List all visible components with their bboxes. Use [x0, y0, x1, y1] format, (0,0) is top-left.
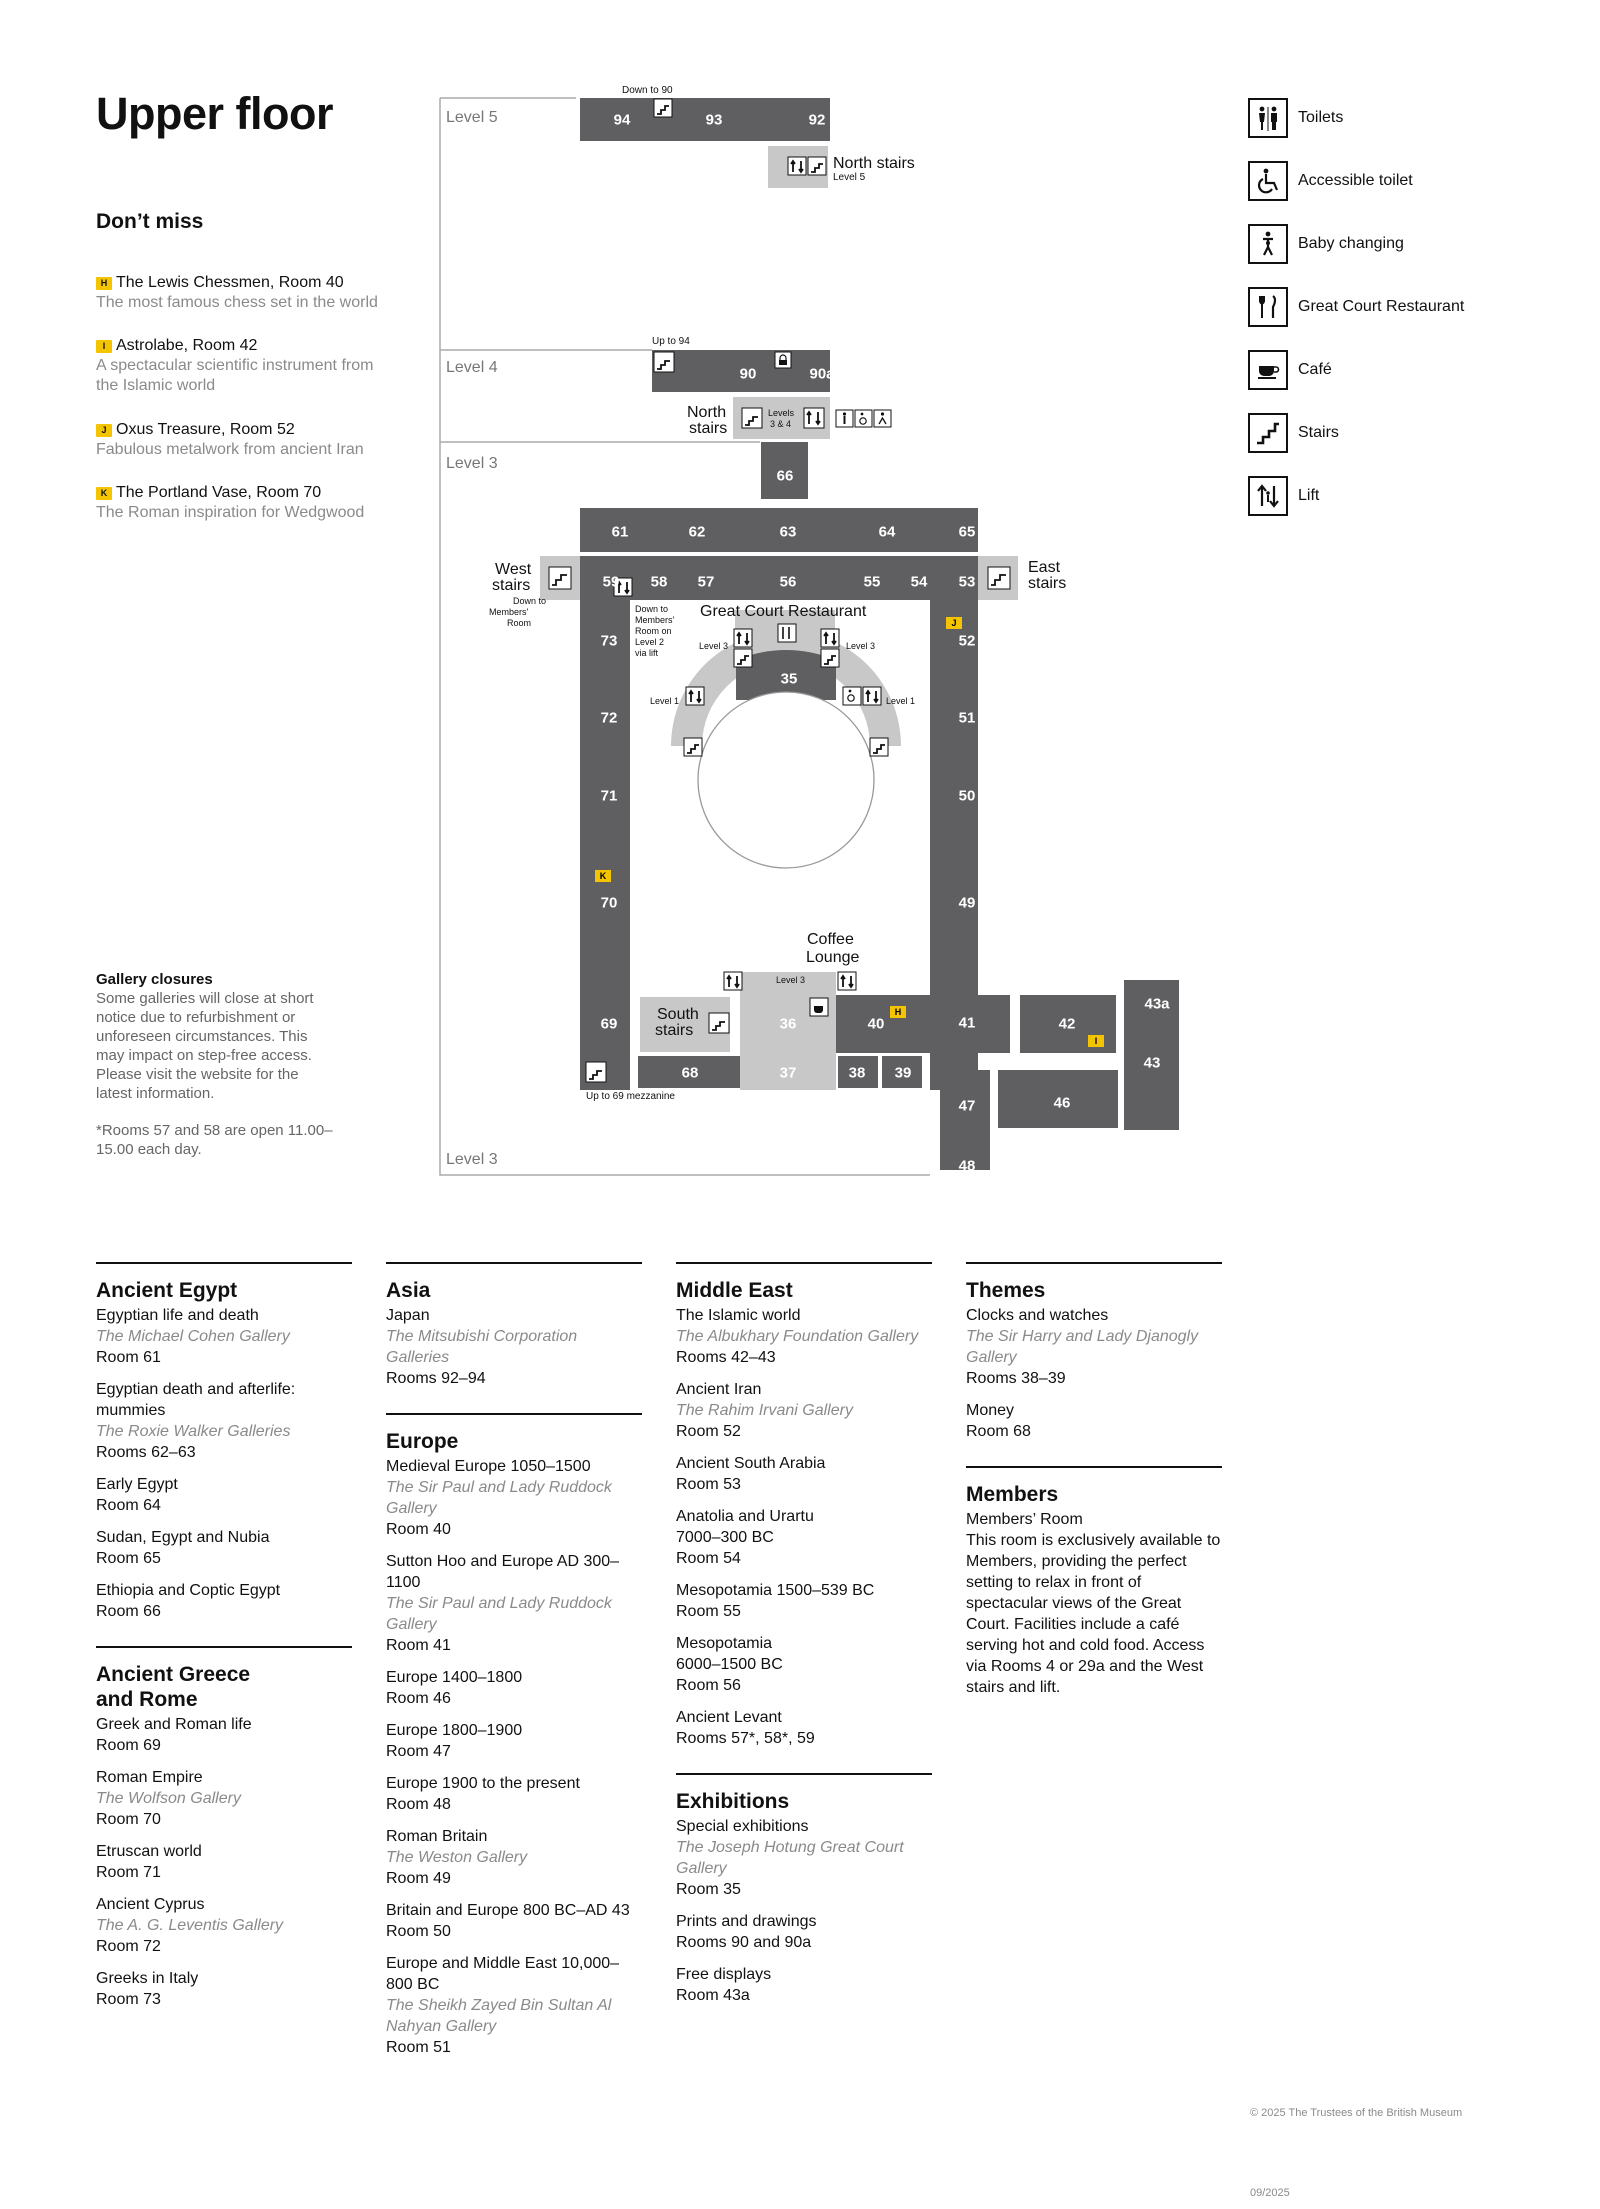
room-number[interactable]: 72 — [600, 709, 618, 727]
gallery-entry[interactable] — [96, 1841, 352, 1883]
level-label: Level 3 — [446, 1151, 498, 1168]
map-note: Room — [507, 618, 532, 628]
baby-changing-icon — [874, 410, 891, 427]
legend-item — [1248, 220, 1404, 268]
room-number-text: Room 71 — [96, 1864, 161, 1881]
stairs-icon — [808, 157, 826, 175]
svg-text:K: K — [599, 871, 607, 881]
map-label: Lounge — [806, 949, 860, 966]
gallery-name: Ancient Cyprus — [96, 1896, 205, 1913]
room-number[interactable]: 93 — [705, 111, 723, 129]
gallery-entry[interactable] — [386, 1900, 642, 1942]
gallery-entry[interactable] — [386, 1667, 642, 1709]
directory-column — [96, 1262, 352, 2034]
gallery-name: Special exhibitions — [676, 1818, 809, 1835]
gallery-entry[interactable] — [676, 1707, 932, 1749]
room-number[interactable]: 57 — [697, 573, 715, 591]
gallery-entry[interactable] — [96, 1527, 352, 1569]
gallery-sponsor: The Rahim Irvani Gallery — [676, 1402, 853, 1419]
gallery-entry[interactable] — [386, 1826, 642, 1889]
room-number-text: Room 46 — [386, 1690, 451, 1707]
cafe-icon — [810, 998, 828, 1016]
room-number[interactable]: 69 — [600, 1015, 618, 1033]
map-note: Up to 69 mezzanine — [586, 1091, 675, 1102]
map-label: West — [495, 561, 532, 578]
map-label: stairs — [655, 1022, 694, 1039]
legend-item — [1248, 346, 1332, 394]
room-number[interactable]: 47 — [958, 1097, 976, 1115]
room-number[interactable]: 90a — [809, 365, 835, 383]
map-note: Down to — [635, 604, 669, 614]
toilets-icon — [836, 410, 853, 427]
gallery-name: The Islamic world — [676, 1307, 801, 1324]
gallery-name: Members’ Room — [966, 1511, 1083, 1528]
gallery-entry[interactable] — [386, 1720, 642, 1762]
gallery-name: Sutton Hoo and Europe AD 300–1100 — [386, 1553, 620, 1591]
gallery-name: Medieval Europe 1050–1500 — [386, 1458, 591, 1475]
room-number[interactable]: 66 — [776, 467, 794, 485]
page-title: Upper floor — [96, 88, 333, 139]
gallery-name: Roman Britain — [386, 1828, 488, 1845]
map-note: Level 1 — [650, 696, 680, 706]
room-number-text: Rooms 90 and 90a — [676, 1934, 812, 1951]
map-note: Members' — [635, 615, 675, 625]
lift-icon — [686, 687, 704, 705]
directory-column — [386, 1262, 642, 2082]
reading-room-circle — [698, 692, 874, 868]
room-number[interactable]: 68 — [681, 1064, 699, 1082]
room-number[interactable]: 73 — [600, 632, 618, 650]
room-number-text: Room 68 — [966, 1423, 1031, 1440]
room-number[interactable]: 41 — [958, 1014, 976, 1032]
legend-label: Great Court Restaurant — [1298, 298, 1465, 315]
room-number-text: Rooms 57*, 58*, 59 — [676, 1730, 815, 1747]
highlight-description: The most famous chess set in the world — [96, 294, 378, 311]
map-note: Levels — [768, 408, 795, 418]
gallery-sponsor: The A. G. Leventis Gallery — [96, 1917, 284, 1934]
highlight-description: A spectacular scientific instrument from the Islamic world — [96, 357, 374, 394]
gallery-name: Ancient South Arabia — [676, 1455, 826, 1472]
room-number[interactable]: 50 — [958, 787, 976, 805]
highlight-name: The Portland Vase — [116, 484, 248, 501]
legend-item — [1248, 472, 1319, 520]
gallery-name: Sudan, Egypt and Nubia — [96, 1529, 270, 1546]
accessible-toilet-icon — [855, 410, 872, 427]
stairs-icon — [988, 567, 1010, 589]
gallery-name: Japan — [386, 1307, 430, 1324]
section-heading: Ancient Egypt — [96, 1279, 238, 1302]
room-number-text: Room 61 — [96, 1349, 161, 1366]
highlight-badge: H — [96, 277, 112, 290]
room-number[interactable]: 90 — [739, 365, 757, 383]
map-note: via lift — [635, 648, 659, 658]
gallery-entry[interactable] — [386, 1953, 642, 2058]
room-number-text: Room 65 — [96, 1550, 161, 1567]
map-note: Level 2 — [635, 637, 665, 647]
gallery-sponsor: The Sheikh Zayed Bin Sultan Al Nahyan Gallery — [386, 1997, 612, 2035]
room-number-text: Room 41 — [386, 1637, 451, 1654]
lift-icon — [821, 629, 839, 647]
room-number[interactable]: 49 — [958, 894, 976, 912]
directory-section — [676, 1773, 932, 2006]
restaurant-icon — [1248, 287, 1288, 327]
lift-icon — [838, 972, 856, 990]
gallery-sponsor: The Sir Paul and Lady Ruddock Gallery — [386, 1479, 612, 1517]
gallery-entry[interactable] — [676, 1964, 932, 2006]
gallery-name: Anatolia and Urartu 7000–300 BC — [676, 1508, 814, 1546]
directory-section — [96, 1646, 352, 2010]
lock-icon — [775, 352, 791, 368]
directory-section — [386, 1262, 642, 1389]
room-number[interactable]: 71 — [600, 787, 618, 805]
highlight-room: , Room 70 — [247, 484, 322, 501]
stairs-icon — [1248, 413, 1288, 453]
cafe-icon — [1248, 350, 1288, 390]
gallery-name: Greek and Roman life — [96, 1716, 252, 1733]
gallery-entry[interactable] — [386, 1773, 642, 1815]
room-number-text: Room 70 — [96, 1811, 161, 1828]
room-number[interactable]: 43a — [1144, 995, 1170, 1013]
room-number[interactable]: 53 — [958, 573, 976, 591]
gallery-name: Egyptian life and death — [96, 1307, 259, 1324]
room-number[interactable]: 94 — [613, 111, 631, 129]
room-number[interactable]: 92 — [808, 111, 826, 129]
map-label: East — [1028, 559, 1061, 576]
stairs-icon — [709, 1013, 729, 1033]
legend-label: Accessible toilet — [1298, 172, 1413, 189]
directory-column — [966, 1262, 1222, 1722]
highlight-name: The Lewis Chessmen — [116, 274, 270, 291]
level-label: Level 5 — [446, 109, 498, 126]
highlight-badge-k — [595, 870, 611, 882]
gallery-entry[interactable] — [676, 1379, 932, 1442]
directory-section — [676, 1262, 932, 1749]
gallery-entry[interactable] — [676, 1580, 932, 1622]
legend-item — [1248, 283, 1464, 331]
closures-note: *Rooms 57 and 58 are open 11.00–15.00 each day. — [96, 1122, 333, 1158]
gallery-sponsor: The Roxie Walker Galleries — [96, 1423, 291, 1440]
directory-section — [96, 1262, 352, 1622]
gallery-sponsor: The Sir Harry and Lady Djanogly Gallery — [966, 1328, 1199, 1366]
room-number[interactable]: 46 — [1053, 1094, 1071, 1112]
gallery-name: Ethiopia and Coptic Egypt — [96, 1582, 281, 1599]
map-note: 3 & 4 — [770, 419, 792, 429]
map-label: Great Court Restaurant — [700, 603, 867, 620]
room-number[interactable]: 52 — [958, 632, 976, 650]
section-heading: Themes — [966, 1279, 1046, 1302]
highlight-description: The Roman inspiration for Wedgwood — [96, 504, 365, 521]
room-number[interactable]: 40 — [867, 1015, 885, 1033]
gallery-name: Greeks in Italy — [96, 1970, 199, 1987]
lift-icon — [724, 972, 742, 990]
room-number[interactable]: 64 — [878, 523, 896, 541]
room-number[interactable]: 58 — [650, 573, 668, 591]
gallery-entry[interactable] — [96, 1767, 352, 1830]
gallery-entry[interactable] — [96, 1968, 352, 2010]
gallery-entry[interactable] — [386, 1551, 642, 1656]
room-number-text: Room 73 — [96, 1991, 161, 2008]
highlight-room: , Room 42 — [183, 337, 258, 354]
highlight-badge: I — [96, 340, 112, 353]
map-note: Level 5 — [833, 172, 866, 183]
highlight-badge-j — [946, 617, 962, 629]
gallery-name: Ancient Levant — [676, 1709, 782, 1726]
room-number-text: Room 66 — [96, 1603, 161, 1620]
room-number-text: Room 49 — [386, 1870, 451, 1887]
gallery-name: Europe 1400–1800 — [386, 1669, 523, 1686]
room-number-text: Rooms 42–43 — [676, 1349, 776, 1366]
gallery-entry[interactable] — [676, 1453, 932, 1495]
gallery-entry[interactable] — [96, 1580, 352, 1622]
room-number-text: Room 51 — [386, 2039, 451, 2056]
legend-label: Baby changing — [1298, 235, 1404, 252]
map-note: Members' — [489, 607, 529, 617]
room-number-text: Room 43a — [676, 1987, 750, 2004]
print-date: 09/2025 — [1250, 2187, 1290, 2199]
map-label: Coffee — [807, 931, 854, 948]
section-heading: Europe — [386, 1430, 459, 1453]
map-note: Down to — [513, 596, 547, 606]
gallery-entry[interactable] — [966, 1305, 1222, 1389]
section-heading: Middle East — [676, 1279, 793, 1302]
gallery-name: Mesopotamia 1500–539 BC — [676, 1582, 875, 1599]
accessible-toilet-icon — [843, 687, 861, 705]
gallery-name: Etruscan world — [96, 1843, 202, 1860]
lift-icon — [734, 629, 752, 647]
gallery-sponsor: The Wolfson Gallery — [96, 1790, 241, 1807]
map-label: stairs — [1028, 575, 1067, 592]
closures-text: Some galleries will close at short notice due to refurbishment or unforeseen circumstances. This may impact on step-free access. Please visit the website for the latest information. — [96, 990, 314, 1102]
map-note: Level 1 — [886, 696, 916, 706]
gallery-name: Money — [966, 1402, 1015, 1419]
level-label: Level 3 — [446, 455, 498, 472]
gallery-sponsor: The Mitsubishi Corporation Galleries — [386, 1328, 578, 1366]
room-number[interactable]: 38 — [848, 1064, 866, 1082]
section-heading: Exhibitions — [676, 1790, 790, 1813]
room-block[interactable] — [940, 1070, 990, 1170]
gallery-sponsor: The Albukhary Foundation Gallery — [676, 1328, 919, 1345]
room-number[interactable]: 35 — [780, 670, 798, 688]
svg-text:J: J — [951, 618, 957, 628]
room-number-text: Room 50 — [386, 1923, 451, 1940]
gallery-sponsor: The Sir Paul and Lady Ruddock Gallery — [386, 1595, 612, 1633]
room-number[interactable]: 56 — [779, 573, 797, 591]
room-number[interactable]: 37 — [779, 1064, 797, 1082]
highlight-badge: K — [96, 487, 112, 500]
closures-heading: Gallery closures — [96, 971, 213, 988]
gallery-name: Mesopotamia 6000–1500 BC — [676, 1635, 783, 1673]
gallery-entry[interactable] — [96, 1894, 352, 1957]
gallery-name: Europe and Middle East 10,000–800 BC — [386, 1955, 620, 1993]
legend-label: Toilets — [1298, 109, 1344, 126]
gallery-entry[interactable] — [676, 1816, 932, 1900]
gallery-entry[interactable] — [386, 1456, 642, 1540]
map-note: Level 3 — [776, 975, 806, 985]
lift-icon — [788, 157, 806, 175]
gallery-entry[interactable] — [676, 1911, 932, 1953]
gallery-entry[interactable] — [386, 1305, 642, 1389]
room-number-text: Rooms 38–39 — [966, 1370, 1066, 1387]
gallery-name: Egyptian death and afterlife: mummies — [96, 1381, 296, 1419]
toilets-icon — [1248, 98, 1288, 138]
svg-text:I: I — [1094, 1036, 1098, 1046]
map-note: Down to 90 — [622, 85, 673, 96]
room-number-text: Room 56 — [676, 1677, 741, 1694]
gallery-entry[interactable] — [676, 1633, 932, 1696]
accessible-toilet-icon — [1248, 161, 1288, 201]
map-label: North — [687, 404, 727, 421]
gallery-entry[interactable] — [966, 1400, 1222, 1442]
room-number[interactable]: 55 — [863, 573, 881, 591]
room-number-text: Room 40 — [386, 1521, 451, 1538]
directory-section — [966, 1466, 1222, 1698]
gallery-sponsor: The Joseph Hotung Great Court Gallery — [676, 1839, 904, 1877]
gallery-name: Prints and drawings — [676, 1913, 817, 1930]
level-label: Level 4 — [446, 359, 498, 376]
stairs-icon — [734, 649, 752, 667]
stairs-icon — [654, 352, 674, 372]
highlight-room: , Room 52 — [220, 421, 295, 438]
gallery-entry[interactable] — [676, 1305, 932, 1368]
gallery-name: Britain and Europe 800 BC–AD 43 — [386, 1902, 630, 1919]
room-number[interactable]: 63 — [779, 523, 797, 541]
section-heading: Asia — [386, 1279, 431, 1302]
gallery-entry[interactable] — [96, 1474, 352, 1516]
gallery-entry[interactable] — [96, 1305, 352, 1368]
room-number-text: Room 47 — [386, 1743, 451, 1760]
map-label: North stairs — [833, 155, 915, 172]
legend-item — [1248, 409, 1339, 457]
room-number[interactable]: 39 — [894, 1064, 912, 1082]
gallery-sponsor: The Michael Cohen Gallery — [96, 1328, 290, 1345]
directory-section — [966, 1262, 1222, 1442]
stairs-icon — [549, 567, 571, 589]
restaurant-icon — [778, 624, 796, 642]
gallery-name: Early Egypt — [96, 1476, 178, 1493]
highlight-name: Oxus Treasure — [116, 421, 221, 438]
stairs-icon — [821, 649, 839, 667]
room-number-text: Room 64 — [96, 1497, 161, 1514]
room-number-text: Room 48 — [386, 1796, 451, 1813]
gallery-entry[interactable] — [966, 1509, 1222, 1698]
legend-label: Café — [1298, 361, 1332, 378]
legend-item — [1248, 94, 1343, 142]
room-number[interactable]: 43 — [1143, 1054, 1161, 1072]
room-number-text: Rooms 92–94 — [386, 1370, 486, 1387]
directory-column — [676, 1262, 932, 2030]
dont-miss-heading: Don’t miss — [96, 210, 204, 233]
room-number-text: Room 72 — [96, 1938, 161, 1955]
highlight-description: Fabulous metalwork from ancient Iran — [96, 441, 364, 458]
map-note: Level 3 — [699, 641, 729, 651]
lift-icon — [1248, 476, 1288, 516]
legend-label: Stairs — [1298, 424, 1339, 441]
lift-icon — [804, 408, 824, 428]
room-number[interactable]: 70 — [600, 894, 618, 912]
room-number[interactable]: 61 — [611, 523, 629, 541]
gallery-entry[interactable] — [96, 1714, 352, 1756]
room-number-text: Room 53 — [676, 1476, 741, 1493]
highlight-badge-h — [890, 1006, 906, 1018]
gallery-name: Roman Empire — [96, 1769, 203, 1786]
legend-item — [1248, 157, 1413, 205]
map-label: stairs — [492, 577, 531, 594]
baby-changing-icon — [1248, 224, 1288, 264]
room-number[interactable]: 65 — [958, 523, 976, 541]
room-number-text: Room 55 — [676, 1603, 741, 1620]
room-number[interactable]: 51 — [958, 709, 976, 727]
room-number-text: Rooms 62–63 — [96, 1444, 196, 1461]
gallery-sponsor: The Weston Gallery — [386, 1849, 528, 1866]
map-note: Room on — [635, 626, 672, 636]
section-heading: Members — [966, 1483, 1059, 1506]
gallery-name: Clocks and watches — [966, 1307, 1109, 1324]
highlight-badge: J — [96, 424, 112, 437]
room-number[interactable]: 48 — [958, 1157, 976, 1175]
room-number[interactable]: 54 — [910, 573, 928, 591]
stairs-icon — [586, 1062, 606, 1082]
highlight-name: Astrolabe — [116, 337, 184, 354]
gallery-name: Europe 1900 to the present — [386, 1775, 580, 1792]
gallery-name: Free displays — [676, 1966, 772, 1983]
gallery-entry[interactable] — [96, 1379, 352, 1463]
map-label: stairs — [689, 420, 728, 437]
room-number[interactable]: 36 — [779, 1015, 797, 1033]
room-number[interactable]: 42 — [1058, 1015, 1076, 1033]
room-number-text: Room 54 — [676, 1550, 741, 1567]
room-number-text: Room 52 — [676, 1423, 741, 1440]
legend-label: Lift — [1298, 487, 1320, 504]
map-label: South — [657, 1006, 699, 1023]
stairs-icon — [870, 738, 888, 756]
gallery-name: Ancient Iran — [676, 1381, 762, 1398]
stairs-icon — [684, 738, 702, 756]
gallery-entry[interactable] — [676, 1506, 932, 1569]
members-description: This room is exclusively available to Members, providing the perfect setting to relax in front of spectacular views of the Great Court. Facilities include a café serving hot and cold food. Access via Rooms 4 or 29a and the West stairs and lift. — [966, 1532, 1221, 1696]
directory-section — [386, 1413, 642, 2058]
room-number[interactable]: 62 — [688, 523, 706, 541]
copyright: © 2025 The Trustees of the British Museum — [1250, 2107, 1463, 2119]
room-number[interactable]: 59 — [602, 573, 620, 591]
highlight-badge-i — [1088, 1035, 1104, 1047]
map-note: Up to 94 — [652, 336, 690, 347]
map-note: Level 3 — [846, 641, 876, 651]
room-number-text: Room 69 — [96, 1737, 161, 1754]
stairs-icon — [654, 99, 672, 117]
gallery-name: Europe 1800–1900 — [386, 1722, 523, 1739]
svg-text:H: H — [894, 1007, 902, 1017]
section-heading: Ancient Greece and Rome — [96, 1663, 251, 1711]
stairs-icon — [742, 408, 762, 428]
room-number-text: Room 35 — [676, 1881, 741, 1898]
lift-icon — [863, 687, 881, 705]
highlight-room: , Room 40 — [269, 274, 344, 291]
